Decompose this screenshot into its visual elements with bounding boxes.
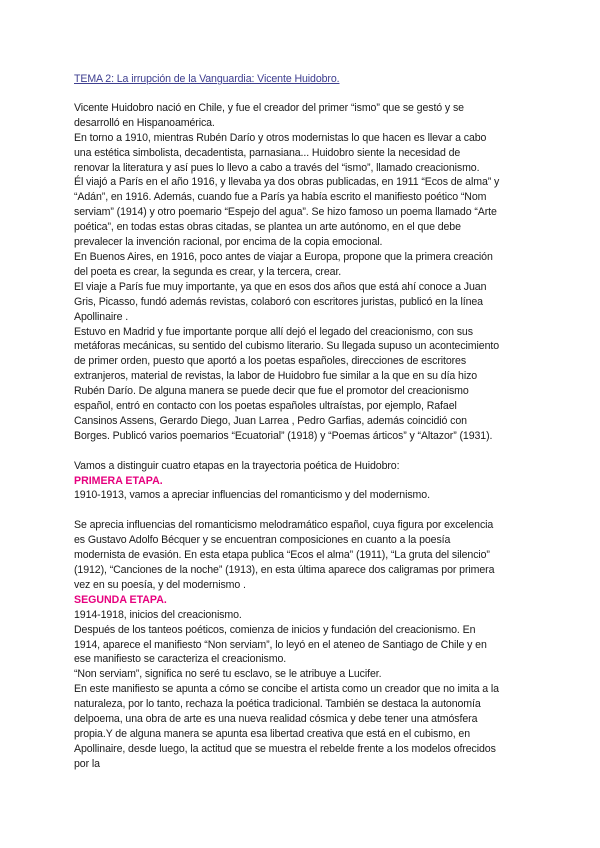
paragraph [74,250,540,280]
text-line: (1912), “Canciones de la noche” (1913), en esta última aparece dos caligramas por primera [74,563,495,576]
text-line: Rubén Darío. De alguna manera se puede decir que fue el promotor del creacionismo [74,385,469,398]
text-line: Estuvo en Madrid y fue importante porque allí dejó el legado del creacionismo, con sus [74,325,473,338]
text-line: Apollinaire . [74,310,129,323]
text-line: metáforas mecánicas, su sentido del cubismo literario. Su llegada supuso un acontecimiento [74,340,499,353]
text-line: prevalecer la invención racional, por encima de la copia emocional. [74,236,383,249]
text-line: extranjeros, material de revistas, la labor de Huidobro fue similar a la que en su día hizo [74,370,478,383]
text-line: Gris, Picasso, fundó además revistas, colaboró con escritores juristas, publicó en la línea [74,295,483,308]
text-line: Él viajó a París en el año 1916, y llevaba ya dos obras publicadas, en 1911 “Ecos de alma” y [74,176,500,189]
stages-intro: Vamos a distinguir cuatro etapas en la trayectoria poética de Huidobro: [74,459,400,472]
text-line: serviam” (1914) y otro poemario “Espejo del agua”. Se hizo famoso un poema llamado “Arte [74,206,497,219]
text-line: En este manifiesto se apunta a cómo se concibe el artista como un creador que no imita a la [74,683,499,696]
text-line: es Gustavo Adolfo Bécquer y se encuentran composiciones en cuanto a la poesía [74,534,451,547]
text-line: “Non serviam”, significa no seré tu esclavo, se le atribuye a Lucifer. [74,668,382,681]
text-line: Cansinos Assens, Gerardo Diego, Juan Larrea , Pedro Garfias, además coincidió con [74,414,467,427]
paragraph [74,101,540,131]
document-body [74,72,540,772]
paragraph [74,623,540,668]
stage1-heading: PRIMERA ETAPA. [74,474,163,487]
text-line: poética”, en todas estas obras citadas, se plantea un arte autónomo, en el que debe [74,221,461,234]
text-line: por la [74,757,100,770]
text-line: Vicente Huidobro nació en Chile, y fue el creador del primer “ismo” que se gestó y se [74,101,464,114]
text-line: vez en su poesía, y del modernismo . [74,578,246,591]
paragraph [74,682,540,771]
text-line: de primer orden, puesto que aportó a los poetas españoles, direcciones de escritores [74,355,467,368]
text-line: En torno a 1910, mientras Rubén Darío y otros modernistas lo que hacen es llevar a cabo [74,131,487,144]
text-line: del poeta es crear, la segunda es crear, y la tercera, crear. [74,265,342,278]
text-line: En Buenos Aires, en 1916, poco antes de viajar a Europa, propone que la primera creación [74,250,493,263]
text-line: propia.Y de alguna manera se apunta esa libertad creativa que está en el cubismo, en [74,727,470,740]
text-line: renovar la literatura y así pues lo llevo a cabo a través del “ismo”, llamado creacionismo. [74,161,480,174]
stage2-summary: 1914-1918, inicios del creacionismo. [74,608,242,621]
text-line: una estética simbolista, decadentista, parnasiana... Huidobro siente la necesidad de [74,146,461,159]
text-line: El viaje a París fue muy importante, ya que en esos dos años que está ahí conoce a Juan [74,280,487,293]
text-line: desarrolló en Hispanoamérica. [74,116,215,129]
intro-section [74,101,540,444]
paragraph [74,280,540,325]
paragraph [74,518,540,593]
text-line: Se aprecia influencias del romanticismo melodramático español, cuya figura por excelencia [74,519,494,532]
stage2-body [74,623,540,772]
text-line: delpoema, una obra de arte es una nueva realidad cósmica y debe tener una atmósfera [74,713,478,726]
text-line: “Adán”, en 1916. Además, cuando fue a París ya había escrito el manifiesto poético “Nom [74,191,487,204]
stage2-heading: SEGUNDA ETAPA. [74,593,167,606]
stage1-summary: 1910-1913, vamos a apreciar influencias del romanticismo y del modernismo. [74,489,430,502]
text-line: Borges. Publicó varios poemarios “Ecuatorial” (1918) y “Poemas árticos” y “Altazor” (1931). [74,429,493,442]
stage1-body [74,518,540,593]
text-line: 1914, aparece el manifiesto “Non serviam”, lo leyó en el ateneo de Santiago de Chile y en [74,638,487,651]
paragraph [74,175,540,250]
text-line: modernista de evasión. En esta etapa publica “Ecos el alma” (1911), “La gruta del silencio” [74,549,490,562]
text-line: naturaleza, por lo tanto, rechaza la poética tradicional. También se destaca la autonomía [74,698,481,711]
text-line: español, entró en contacto con los poetas españoles ultraístas, por ejemplo, Rafael [74,400,457,413]
paragraph [74,325,540,444]
text-line: Apollinaire, desde luego, la actitud que se muestra el rebelde frente a los modelos ofrecidos [74,742,496,755]
document-title: TEMA 2: La irrupción de la Vanguardia: Vicente Huidobro. [74,73,340,85]
paragraph [74,131,540,176]
text-line: Después de los tanteos poéticos, comienza de inicios y fundación del creacionismo. En [74,623,476,636]
paragraph [74,667,540,682]
text-line: ese manifiesto se caracteriza el creacionismo. [74,653,287,666]
